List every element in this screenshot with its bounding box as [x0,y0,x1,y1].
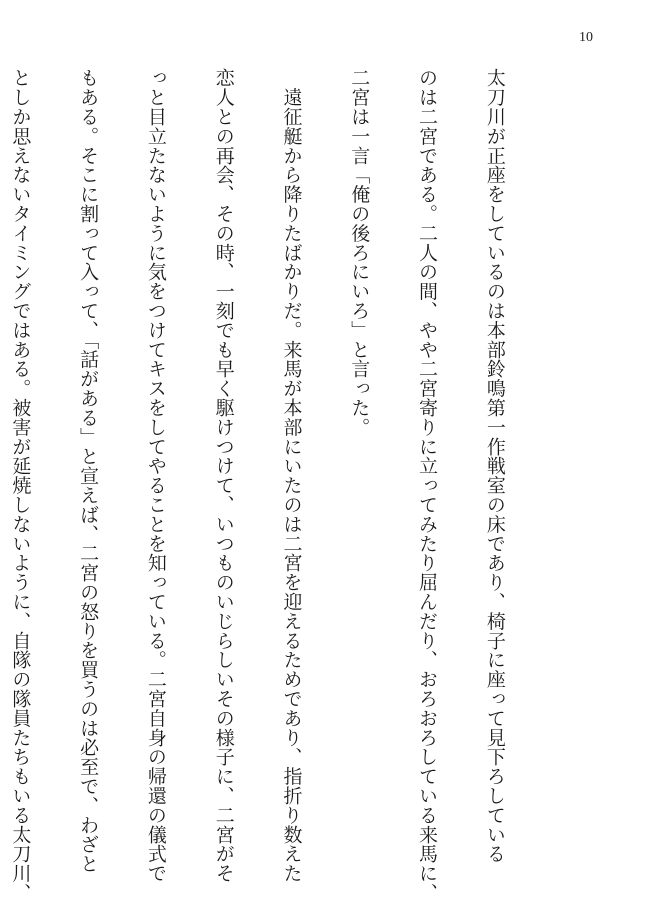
text-line: っと目立たないように気をつけてキスをしてやることを知っている。二宮自身の帰還の儀式で [144,68,167,883]
text-line: 遠征艇から降りたばかりだ。来馬が本部にいたのは二宮を迎えるためであり、指折り数えた [280,68,303,883]
page-number: 10 [579,30,593,45]
text-line: 二宮は一言「俺の後ろにいろ」と言った。 [348,68,371,437]
text-line: 恋人との再会、その時、一刻でも早く駆けつけて、いつものいじらしいその様子に、二宮がそ [212,68,235,883]
text-line: もある。そこに割って入って、「話がある」と宣えば、二宮の怒りを買うのは必至で、わざと [77,68,100,874]
body-text [9,68,551,902]
text-line: としか思えないタイミングではある。被害が延焼しないように、自隊の隊員たちもいる太刀川、 [9,68,32,902]
text-line: 太刀川が正座をしているのは本部鈴鳴第一作戦室の床であり、椅子に座って見下ろしている [483,68,506,864]
text-line: のは二宮である。二人の間、やや二宮寄りに立ってみたり屈んだり、おろおろしている来馬に、 [416,68,439,902]
